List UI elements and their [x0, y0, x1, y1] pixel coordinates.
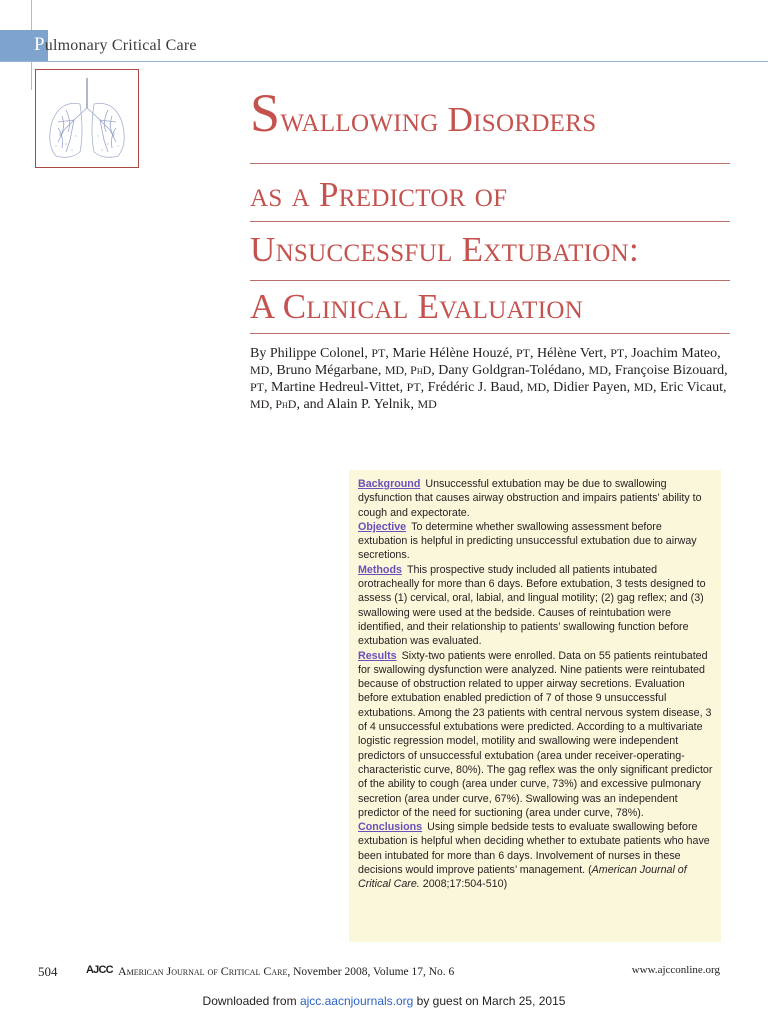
author-by: By — [250, 346, 267, 361]
methods-label[interactable]: Methods — [358, 563, 402, 576]
author-degree: MD — [417, 397, 437, 411]
author-name: Frédéric J. Baud — [427, 380, 520, 395]
abstract-conclusions — [358, 820, 713, 891]
conclusions-text: Using simple bedside tests to evaluate swallowing before extubation is helpful when deciding whether to extubate patients who have been intubated for more than 6 days. Involvement of nurses in these decisions would improve patients’ management. ( — [358, 821, 710, 877]
author-name: Martine Hedreul-Vittet — [271, 380, 400, 395]
author-degree: MD — [250, 363, 270, 377]
author-degree: PT — [610, 346, 625, 360]
author-name: Alain P. Yelnik — [326, 397, 411, 412]
author-name: Hélène Vert — [536, 346, 604, 361]
abstract-background — [358, 477, 713, 520]
journal-url[interactable]: www.ajcconline.org — [631, 964, 720, 976]
article-title-line-1 — [250, 83, 732, 143]
title-line-1-text: wallowing Disorders — [280, 100, 597, 139]
results-label[interactable]: Results — [358, 649, 397, 662]
objective-text: To determine whether swallowing assessment before extubation is helpful in predicting unsuccessful extubation due to airway secretions. — [358, 520, 697, 562]
abstract-objective — [358, 520, 713, 563]
article-title-line-3: Unsuccessful Extubation: — [250, 230, 640, 269]
lung-icon — [36, 70, 138, 167]
lung-illustration — [35, 69, 139, 168]
author-name: Bruno Mégarbane — [276, 363, 378, 378]
conclusions-label[interactable]: Conclusions — [358, 821, 423, 834]
section-title-rest: ulmonary Critical Care — [44, 37, 197, 54]
journal-issue: , November 2008, Volume 17, No. 6 — [287, 966, 455, 978]
journal-citation — [118, 964, 454, 979]
author-degree: PT — [371, 346, 386, 360]
objective-label[interactable]: Objective — [358, 520, 407, 533]
author-degree: PT — [250, 380, 265, 394]
abstract-methods — [358, 563, 713, 649]
citation-rest: 2008;17:504-510) — [422, 878, 508, 891]
author-degree: MD — [633, 380, 653, 394]
header-rule — [0, 61, 768, 62]
abstract-results — [358, 649, 713, 821]
author-list: By Philippe Colonel, PT, Marie Hélène Houzé, PT, Hélène Vert, PT, Joachim Mateo, MD, Bruno Mégarbane, MD, PhD, Dany Goldgran-Tolédano, MD, Françoise Bizouard, PT, Martine Hedreul-Vittet, PT, Frédéric J. Baud, MD, Didier Payen, MD, Eric Vicaut, MD, PhD, and Alain P. Yelnik, MD — [250, 346, 728, 412]
journal-logo: AJCC — [86, 964, 113, 976]
author-name: Eric Vicaut — [659, 380, 724, 395]
section-title-initial: P — [34, 34, 45, 55]
author-and: and — [303, 397, 324, 412]
section-title — [34, 34, 197, 56]
abstract-box — [349, 470, 721, 942]
author-degree: PT — [515, 346, 530, 360]
download-prefix: Downloaded from — [202, 994, 300, 1008]
article-title-line-4: A Clinical Evaluation — [250, 287, 584, 326]
title-initial: S — [250, 83, 281, 143]
download-suffix: by guest on March 25, 2015 — [413, 994, 566, 1008]
page-number: 504 — [38, 964, 58, 979]
download-link[interactable]: ajcc.aacnjournals.org — [299, 994, 414, 1008]
author-degree: MD — [526, 380, 547, 394]
background-label[interactable]: Background — [358, 478, 421, 490]
author-degree: MD — [588, 363, 608, 377]
author-name: Joachim Mateo — [631, 346, 718, 361]
methods-text: This prospective study included all patients intubated orotracheally for more than 6 days. Before extubation, 3 tests designed to assess (1) cervical, oral, labial, and lingual motility; (2) gag reflex; and (3) swallowing were used at the bedside. Causes of reintubation were identified, and their relationship to patients’ swallowing function before extubation was evaluated. — [358, 563, 706, 648]
citation-journal: American Journal of Critical Care. — [358, 864, 687, 891]
author-name: Françoise Bizouard — [614, 363, 725, 378]
title-rule — [250, 221, 730, 222]
title-rule — [250, 333, 730, 334]
author-name: Dany Goldgran-Tolédano — [438, 363, 582, 378]
results-text: Sixty-two patients were enrolled. Data on 55 patients reintubated for swallowing dysfunction were analyzed. Nine patients were reintubated because of obstruction related to upper airway secretions. Evaluation before extubation enabled prediction of 7 of those 9 unsuccessful extubations. Among the 23 patients with central nervous system disease, 3 of 4 unsuccessful extubations were predicted. According to a multivariate logistic regression model, motility and swallowing were independent predictors of unsuccessful extubation (area under receiver-operating-characteristic curve, 80%). The gag reflex was the only significant predictor of the ability to cough (area under curve, 73%) and excessive pulmonary secretion (area under curve, 67%). Swallowing was an independent predictor of the need for suctioning (area under curve, 78%). — [358, 649, 713, 819]
author-degree: MD, PhD — [250, 397, 297, 411]
title-rule — [250, 280, 730, 281]
author-name: Didier Payen — [553, 380, 627, 395]
background-text: Unsuccessful extubation may be due to swallowing dysfunction that causes airway obstruction and impairs patients’ ability to cough and expectorate. — [358, 478, 702, 519]
journal-name: American Journal of Critical Care — [118, 964, 288, 978]
download-notice — [0, 994, 768, 1008]
author-degree: PT — [406, 380, 421, 394]
title-rule — [250, 163, 730, 164]
author-degree: MD, PhD — [384, 363, 432, 377]
author-name: Marie Hélène Houzé — [392, 346, 509, 361]
article-title-line-2: as a Predictor of — [250, 175, 508, 214]
author-name: Philippe Colonel — [269, 346, 365, 361]
